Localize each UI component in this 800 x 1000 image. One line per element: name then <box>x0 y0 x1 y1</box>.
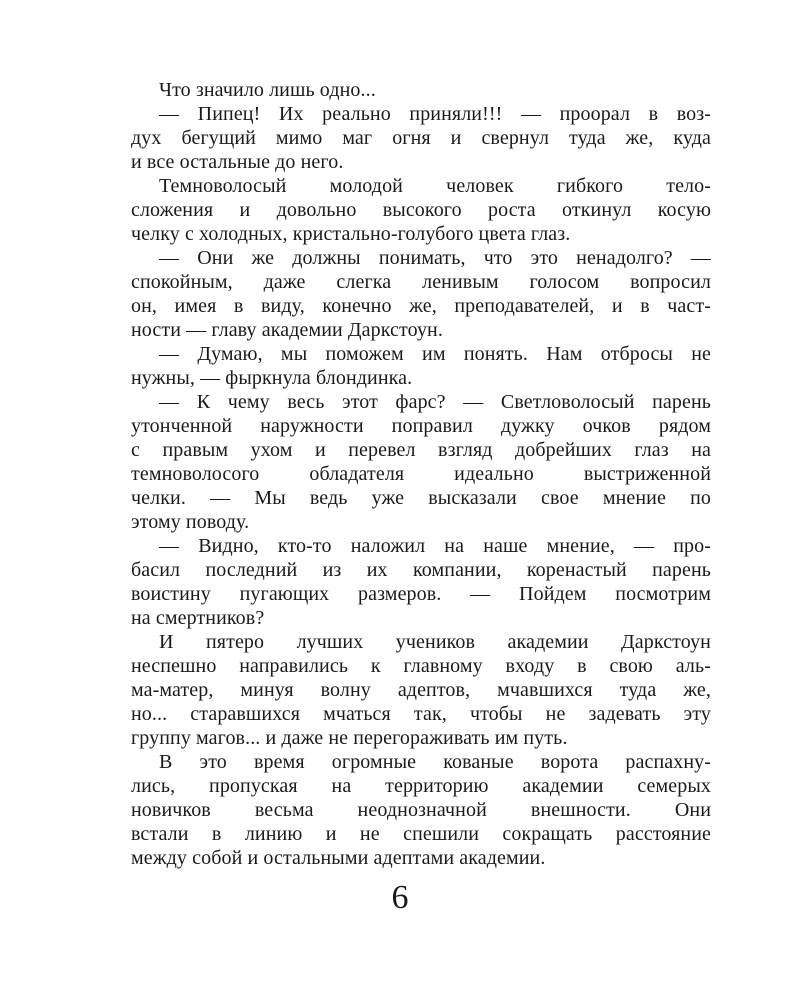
text-line: сложения и довольно высокого роста откинул косую <box>131 199 711 221</box>
text-line: Что значило лишь одно... <box>159 79 376 101</box>
text-line: ности — главу академии Даркстоун. <box>131 319 443 341</box>
text-line: новичков весьма неоднозначной внешности. Они <box>131 799 711 821</box>
text-line: но... старавшихся мчаться так, чтобы не задевать эту <box>131 703 711 725</box>
text-line: группу магов... и даже не перегораживать им путь. <box>131 727 568 749</box>
text-line: неспешно направились к главному входу в свою аль- <box>131 655 711 677</box>
text-line: он, имея в виду, конечно же, преподавателей, и в част- <box>131 295 711 317</box>
text-line: ма-матер, минуя волну адептов, мчавшихся туда же, <box>131 679 711 701</box>
text-line: спокойным, даже слегка ленивым голосом вопросил <box>131 271 711 293</box>
page-number: 6 <box>391 879 409 916</box>
text-line: этому поводу. <box>131 511 250 533</box>
text-line: челку с холодных, кристально-голубого цвета глаз. <box>131 223 571 245</box>
page-text <box>131 78 711 870</box>
text-line: лись, пропуская на территорию академии семерых <box>131 775 711 797</box>
text-line: — Они же должны понимать, что это ненадолго? — <box>159 247 711 269</box>
text-line: Темноволосый молодой человек гибкого тело- <box>159 175 711 197</box>
text-line: и все остальные до него. <box>131 151 344 173</box>
text-line: встали в линию и не спешили сокращать расстояние <box>131 823 711 845</box>
text-line: на смертников? <box>131 607 265 629</box>
text-line: — Видно, кто-то наложил на наше мнение, — про- <box>159 535 711 557</box>
text-line: И пятеро лучших учеников академии Даркстоун <box>159 631 711 653</box>
text-line: В это время огромные кованые ворота распахну- <box>159 751 711 773</box>
text-line: темноволосого обладателя идеально выстриженной <box>131 463 711 485</box>
text-line: — К чему весь этот фарс? — Светловолосый парень <box>159 391 711 413</box>
text-line: воистину пугающих размеров. — Пойдем посмотрим <box>131 583 711 605</box>
text-line: басил последний из их компании, коренастый парень <box>131 559 711 581</box>
text-line: утонченной наружности поправил дужку очков рядом <box>131 415 711 437</box>
text-line: челки. — Мы ведь уже высказали свое мнение по <box>131 487 711 509</box>
text-line: дух бегущий мимо маг огня и свернул туда же, куда <box>131 127 711 149</box>
text-line: — Пипец! Их реально приняли!!! — проорал в воз- <box>159 103 711 125</box>
text-line: нужны, — фыркнула блондинка. <box>131 367 413 389</box>
text-line: с правым ухом и перевел взгляд добрейших глаз на <box>131 439 711 461</box>
text-line: — Думаю, мы поможем им понять. Нам отбросы не <box>159 343 711 365</box>
text-line: между собой и остальными адептами академии. <box>131 847 546 869</box>
